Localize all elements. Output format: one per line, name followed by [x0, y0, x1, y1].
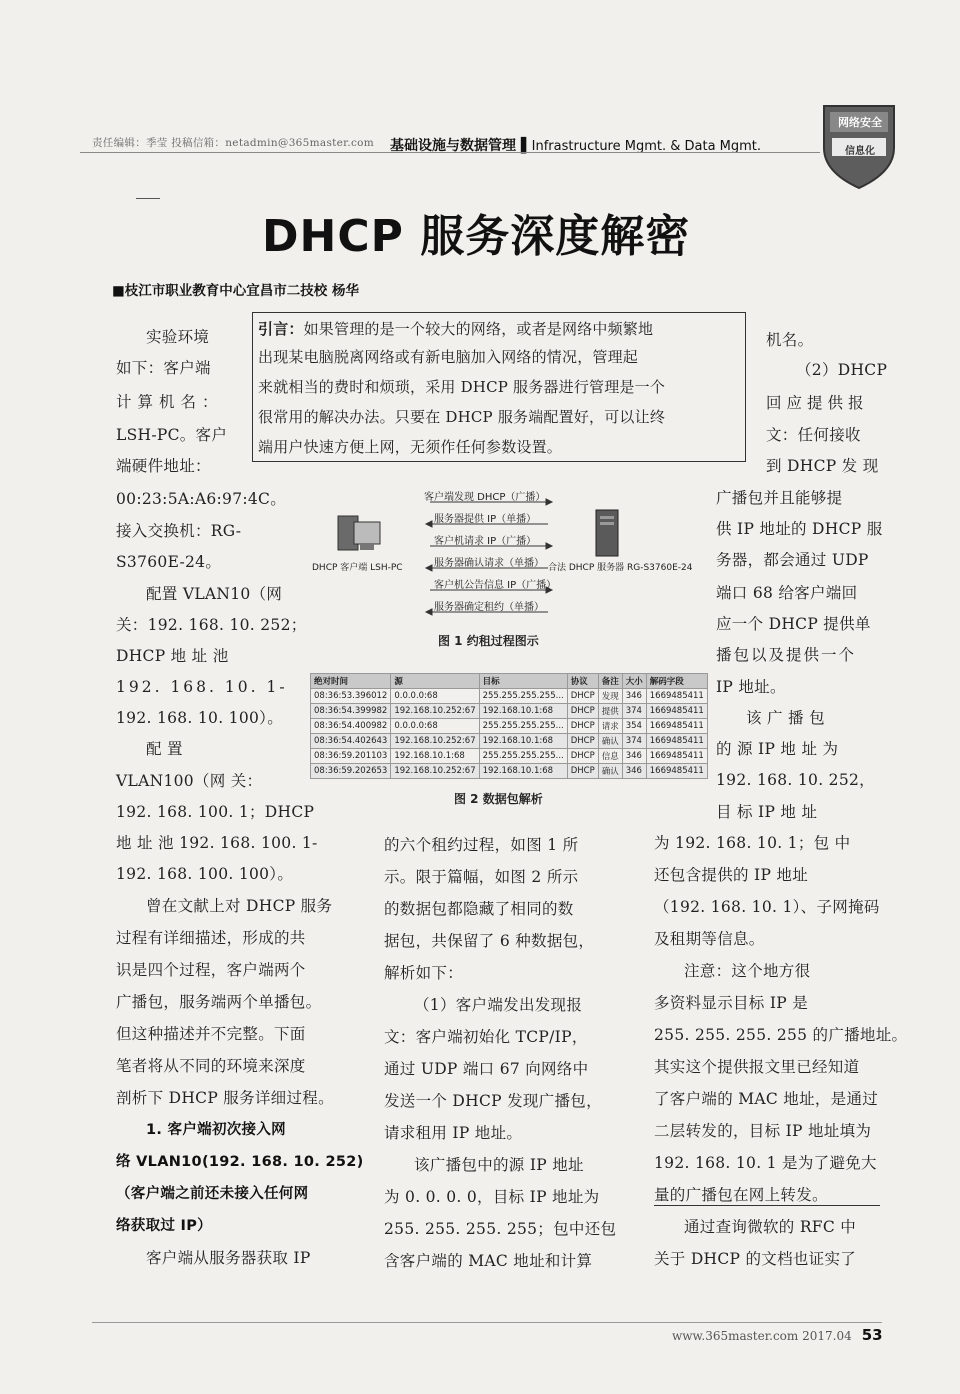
- table-cell: 346: [622, 749, 646, 764]
- table-cell: 1669485411: [646, 704, 707, 719]
- table-cell: 255.255.255.255...: [479, 689, 567, 704]
- body-line: 配置 VLAN10（网: [146, 585, 283, 603]
- body-line: （2）DHCP: [796, 361, 888, 379]
- table-cell: 192.168.10.252:67: [391, 704, 479, 719]
- note-line: 192. 168. 10. 1 是为了避免大: [654, 1154, 877, 1172]
- body-line: 播包以及提供一个: [716, 646, 857, 664]
- table-row: [311, 734, 708, 749]
- table-cell: 192.168.10.1:68: [391, 749, 479, 764]
- note-line: 量的广播包在网上转发。: [654, 1185, 880, 1206]
- body-line: 的数据包都隐藏了相同的数: [384, 900, 574, 918]
- section-heading: 1. 客户端初次接入网: [146, 1122, 286, 1138]
- step-label: 客户机公告信息 IP（广播）: [434, 580, 557, 591]
- body-line: 还包含提供的 IP 地址: [654, 866, 809, 884]
- body-line: 255. 255. 255. 255；包中还包: [384, 1220, 617, 1238]
- body-line: 计算机名：: [116, 393, 224, 411]
- table-header-row: [311, 674, 708, 689]
- table-header: 大小: [622, 674, 646, 689]
- table-cell: 08:36:59.202653: [311, 764, 391, 779]
- column-title-cn: 基础设施与数据管理: [390, 138, 516, 154]
- body-line: 00:23:5A:A6:97:4C。: [116, 490, 287, 508]
- table-cell: DHCP: [567, 719, 598, 734]
- body-line: 客户端从服务器获取 IP: [146, 1249, 311, 1267]
- table-cell: 提供: [598, 704, 622, 719]
- computer-icon: [338, 516, 380, 550]
- body-line: 示。限于篇幅，如图 2 所示: [384, 868, 579, 886]
- column-title-en: Infrastructure Mgmt. & Data Mgmt.: [531, 139, 762, 154]
- body-line: 广播包，服务端两个单播包。: [116, 993, 322, 1011]
- step-label: 服务器提供 IP（单播）: [434, 514, 537, 525]
- body-line: 文：客户端初始化 TCP/IP，: [384, 1028, 588, 1046]
- intro-line: 端用户快速方便上网，无须作任何参数设置。: [258, 438, 563, 456]
- body-line: 请求租用 IP 地址。: [384, 1124, 523, 1142]
- body-line: S3760E-24。: [116, 553, 222, 571]
- body-line: 192. 168. 100. 100）。: [116, 865, 294, 883]
- table-cell: 08:36:54.402643: [311, 734, 391, 749]
- badge-top-text: 网络安全: [838, 116, 882, 129]
- table-cell: 信息: [598, 749, 622, 764]
- article-title: DHCP 服务深度解密: [262, 211, 691, 262]
- table-cell: 0.0.0.0:68: [391, 689, 479, 704]
- body-line: 据包，共保留了 6 种数据包，: [384, 932, 595, 950]
- intro-line: 出现某电脑脱离网络或有新电脑加入网络的情况，管理起: [258, 348, 639, 366]
- table-row: [311, 749, 708, 764]
- body-line: （1）客户端发出发现报: [414, 996, 583, 1014]
- table-cell: 请求: [598, 719, 622, 734]
- body-line: DHCP 地 址 池: [116, 647, 229, 665]
- body-line: 但这种描述并不完整。下面: [116, 1025, 306, 1043]
- table-cell: 1669485411: [646, 764, 707, 779]
- body-line: 剖析下 DHCP 服务详细过程。: [116, 1089, 334, 1107]
- header-rule: [80, 152, 820, 153]
- packet-table: [310, 673, 708, 779]
- table-header: 解码字段: [646, 674, 707, 689]
- body-line: （192. 168. 10. 1）、子网掩码: [654, 898, 880, 916]
- body-line: 广播包并且能够提: [716, 489, 843, 507]
- body-line: 到 DHCP 发 现: [766, 457, 879, 475]
- server-label: 合法 DHCP 服务器 RG-S3760E-24: [548, 563, 693, 573]
- table-header: 源: [391, 674, 479, 689]
- section-heading: 络获取过 IP）: [116, 1218, 212, 1234]
- note-line: 其实这个提供报文里已经知道: [654, 1058, 860, 1076]
- table-cell: 255.255.255.255...: [479, 719, 567, 734]
- table-cell: DHCP: [567, 734, 598, 749]
- body-line: 接入交换机：RG-: [116, 522, 242, 540]
- table-cell: 346: [622, 764, 646, 779]
- intro-label: 引言：: [258, 320, 304, 338]
- figure-2-caption: 图 2 数据包解析: [454, 792, 543, 806]
- body-line: 通过 UDP 端口 67 向网络中: [384, 1060, 589, 1078]
- table-cell: 374: [622, 704, 646, 719]
- body-line: 识是四个过程，客户端两个: [116, 961, 306, 979]
- section-heading: （客户端之前还未接入任何网: [116, 1186, 309, 1202]
- body-line: 文：任何接收: [766, 426, 861, 444]
- body-line: 关于 DHCP 的文档也证实了: [654, 1250, 857, 1268]
- body-line: 含客户端的 MAC 地址和计算: [384, 1252, 593, 1270]
- step-label: 客户端发现 DHCP（广播）: [424, 492, 546, 503]
- table-cell: 0.0.0.0:68: [391, 719, 479, 734]
- body-line: 端口 68 给客户端回: [716, 584, 858, 602]
- editor-info: 责任编辑：季莹 投稿信箱：netadmin@365master.com: [92, 137, 375, 149]
- body-line: 为 0. 0. 0. 0，目标 IP 地址为: [384, 1188, 600, 1206]
- table-cell: 354: [622, 719, 646, 734]
- note-line: 注意：这个地方很: [684, 962, 811, 980]
- body-line: 的六个租约过程，如图 1 所: [384, 836, 579, 854]
- intro-line: 引言：如果管理的是一个较大的网络，或者是网络中频繁地: [258, 320, 654, 338]
- body-line: 192. 168. 10. 1-: [116, 678, 288, 696]
- body-line: 解析如下：: [384, 964, 464, 982]
- table-cell: 确认: [598, 764, 622, 779]
- author-line: ■枝江市职业教育中心宜昌市二技校 杨华: [112, 283, 359, 299]
- body-line: 192. 168. 10. 252，: [716, 771, 875, 789]
- table-cell: 1669485411: [646, 749, 707, 764]
- badge-bottom-text: 信息化: [845, 146, 875, 157]
- footer: [672, 1326, 883, 1344]
- client-label: DHCP 客户端 LSH-PC: [312, 563, 403, 573]
- table-cell: 192.168.10.252:67: [391, 734, 479, 749]
- table-header: 协议: [567, 674, 598, 689]
- table-cell: 1669485411: [646, 719, 707, 734]
- intro-line: 来就相当的费时和烦琐，采用 DHCP 服务器进行管理是一个: [258, 378, 666, 396]
- table-row: [311, 764, 708, 779]
- body-line: 发送一个 DHCP 发现广播包，: [384, 1092, 602, 1110]
- body-line: 该 广 播 包: [746, 709, 825, 727]
- body-line: 回应提供报: [766, 394, 869, 412]
- body-line: 通过查询微软的 RFC 中: [684, 1218, 857, 1236]
- body-line: 过程有详细描述，形成的共: [116, 929, 306, 947]
- step-label: 服务器确定租约（单播）: [434, 602, 544, 613]
- table-cell: DHCP: [567, 749, 598, 764]
- body-line: 如下：客户端: [116, 359, 211, 377]
- table-header: 目标: [479, 674, 567, 689]
- table-row: [311, 689, 708, 704]
- table-cell: 192.168.10.252:67: [391, 764, 479, 779]
- body-line: 为 192. 168. 10. 1；包 中: [654, 834, 851, 852]
- figure-1-caption: 图 1 约租过程图示: [438, 634, 539, 648]
- table-cell: 192.168.10.1:68: [479, 764, 567, 779]
- table-cell: 08:36:54.400982: [311, 719, 391, 734]
- note-line: 二层转发的，目标 IP 地址填为: [654, 1122, 872, 1140]
- body-line: 192. 168. 100. 1；DHCP: [116, 803, 315, 821]
- body-line: LSH-PC。客户: [116, 426, 228, 444]
- body-line: 曾在文献上对 DHCP 服务: [146, 897, 333, 915]
- table-cell: 255.255.255.255...: [479, 749, 567, 764]
- table-cell: 192.168.10.1:68: [479, 734, 567, 749]
- table-cell: 346: [622, 689, 646, 704]
- body-line: VLAN100（网 关：: [116, 772, 263, 790]
- body-line: 供 IP 地址的 DHCP 服: [716, 520, 883, 538]
- body-line: 关：192. 168. 10. 252；: [116, 616, 307, 634]
- table-cell: 08:36:54.399982: [311, 704, 391, 719]
- table-row: [311, 719, 708, 734]
- table-cell: 08:36:59.201103: [311, 749, 391, 764]
- body-line: 及租期等信息。: [654, 930, 765, 948]
- footer-url: www.365master.com 2017.04: [672, 1329, 852, 1343]
- body-line: 机名。: [766, 331, 814, 349]
- body-line: 应一个 DHCP 提供单: [716, 615, 871, 633]
- note-line: 255. 255. 255. 255 的广播地址。: [654, 1026, 908, 1044]
- intro-line: 很常用的解决办法。只要在 DHCP 服务端配置好，可以让终: [258, 408, 666, 426]
- section-heading: 络 VLAN10(192. 168. 10. 252): [116, 1154, 364, 1170]
- table-cell: 374: [622, 734, 646, 749]
- body-line: 务器，都会通过 UDP: [716, 551, 869, 569]
- page-number: 53: [861, 1326, 883, 1344]
- body-line: 的 源 IP 地 址 为: [716, 740, 839, 758]
- note-line: 多资料显示目标 IP 是: [654, 994, 809, 1012]
- table-cell: 192.168.10.1:68: [479, 704, 567, 719]
- body-line: 笔者将从不同的环境来深度: [116, 1057, 306, 1075]
- body-line: 实验环境: [146, 328, 210, 346]
- step-label: 客户机请求 IP（广播）: [434, 536, 537, 547]
- body-line: 目 标 IP 地 址: [716, 803, 818, 821]
- table-cell: DHCP: [567, 689, 598, 704]
- footer-rule: [92, 1322, 882, 1323]
- table-cell: DHCP: [567, 704, 598, 719]
- table-cell: 08:36:53.396012: [311, 689, 391, 704]
- table-cell: 确认: [598, 734, 622, 749]
- body-line: 该广播包中的源 IP 地址: [414, 1156, 584, 1174]
- body-line: IP 地址。: [716, 678, 786, 696]
- table-cell: 1669485411: [646, 689, 707, 704]
- table-cell: 发现: [598, 689, 622, 704]
- table-header: 绝对时间: [311, 674, 391, 689]
- body-line: 配 置: [146, 740, 183, 758]
- table-cell: DHCP: [567, 764, 598, 779]
- table-row: [311, 704, 708, 719]
- body-line: 地 址 池 192. 168. 100. 1-: [116, 834, 318, 852]
- decorative-dash: [136, 198, 160, 199]
- table-header: 备注: [598, 674, 622, 689]
- body-line: 192. 168. 10. 100）。: [116, 709, 283, 727]
- body-line: 端硬件地址：: [116, 457, 211, 475]
- column-divider: ▌: [520, 138, 532, 154]
- server-icon: [596, 510, 618, 556]
- step-label: 服务器确认请求（单播）: [434, 558, 544, 569]
- note-line: 了客户端的 MAC 地址，是通过: [654, 1090, 879, 1108]
- table-cell: 1669485411: [646, 734, 707, 749]
